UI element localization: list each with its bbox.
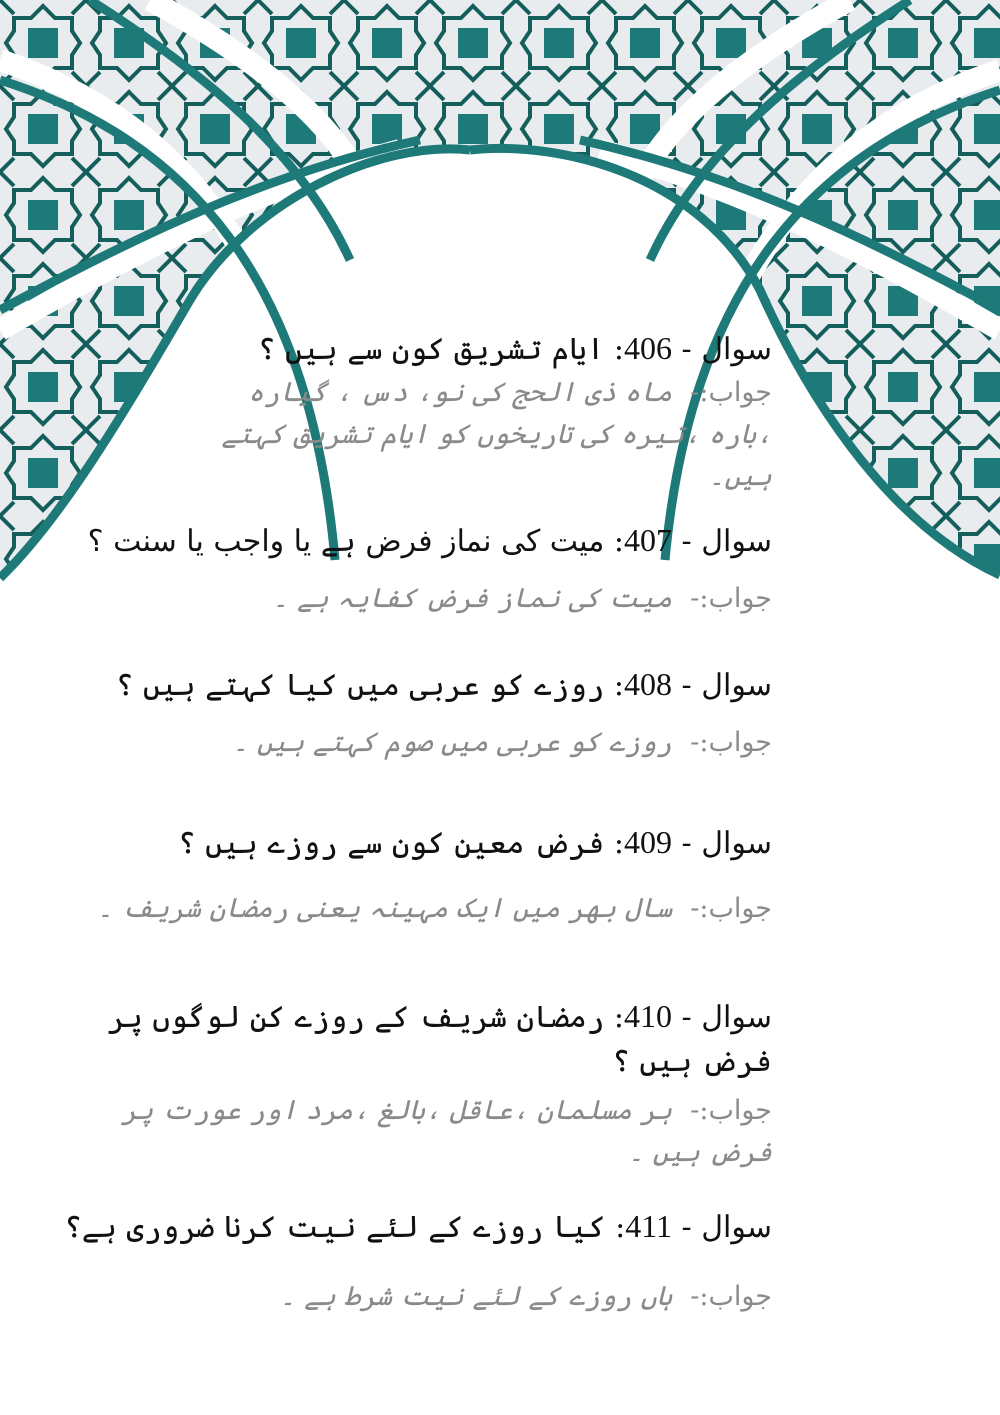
question-408: سوال - 408: روزے کو عربی میں کیا کہتے ہیں ؟ [115,666,772,703]
qa-item-410 [72,994,772,1174]
question-406: سوال - 406: ایام تشریق کون سے ہیں ؟ [257,330,772,367]
answer-408: جواب:-روزے کو عربی میں صوم کہتے ہیں ۔ [232,727,772,758]
qa-item-406 [52,326,772,498]
qa-item-408 [52,662,772,764]
qa-item-409 [52,820,772,930]
question-409: سوال - 409: فرض معین کون سے روزے ہیں ؟ [178,824,772,861]
qa-item-411 [52,1204,772,1318]
question-410: سوال - 410: رمضان شریف کے روزے کن لوگوں پر فرض ہیں ؟ [107,998,772,1079]
answer-407: جواب:-میت کی نماز فرض کفایہ ہے ۔ [272,583,772,614]
answer-409: جواب:-سال بھر میں ایک مہینہ یعنی رمضان شریف ۔ [97,893,772,924]
answer-410: جواب:-ہر مسلمان ،عاقل ،بالغ ،مرد اور عورت پر فرض ہیں ۔ [121,1095,772,1168]
question-411: سوال - 411: کیا روزے کے لئے نیت کرنا ضروری ہے؟ [64,1208,772,1245]
question-407: سوال - 407: میت کی نماز فرض ہے یا واجب یا سنت ؟ [87,522,772,559]
answer-411: جواب:-ہاں روزے کے لئے نیت شرط ہے ۔ [279,1281,772,1312]
answer-406: جواب:-ماہ ذی الحج کی نو، دس ، گیارہ ،بارہ ،تیرہ کی تاریخوں کو ایام تشریق کہتے ہیں۔ [221,377,772,492]
qa-item-407 [52,518,772,620]
